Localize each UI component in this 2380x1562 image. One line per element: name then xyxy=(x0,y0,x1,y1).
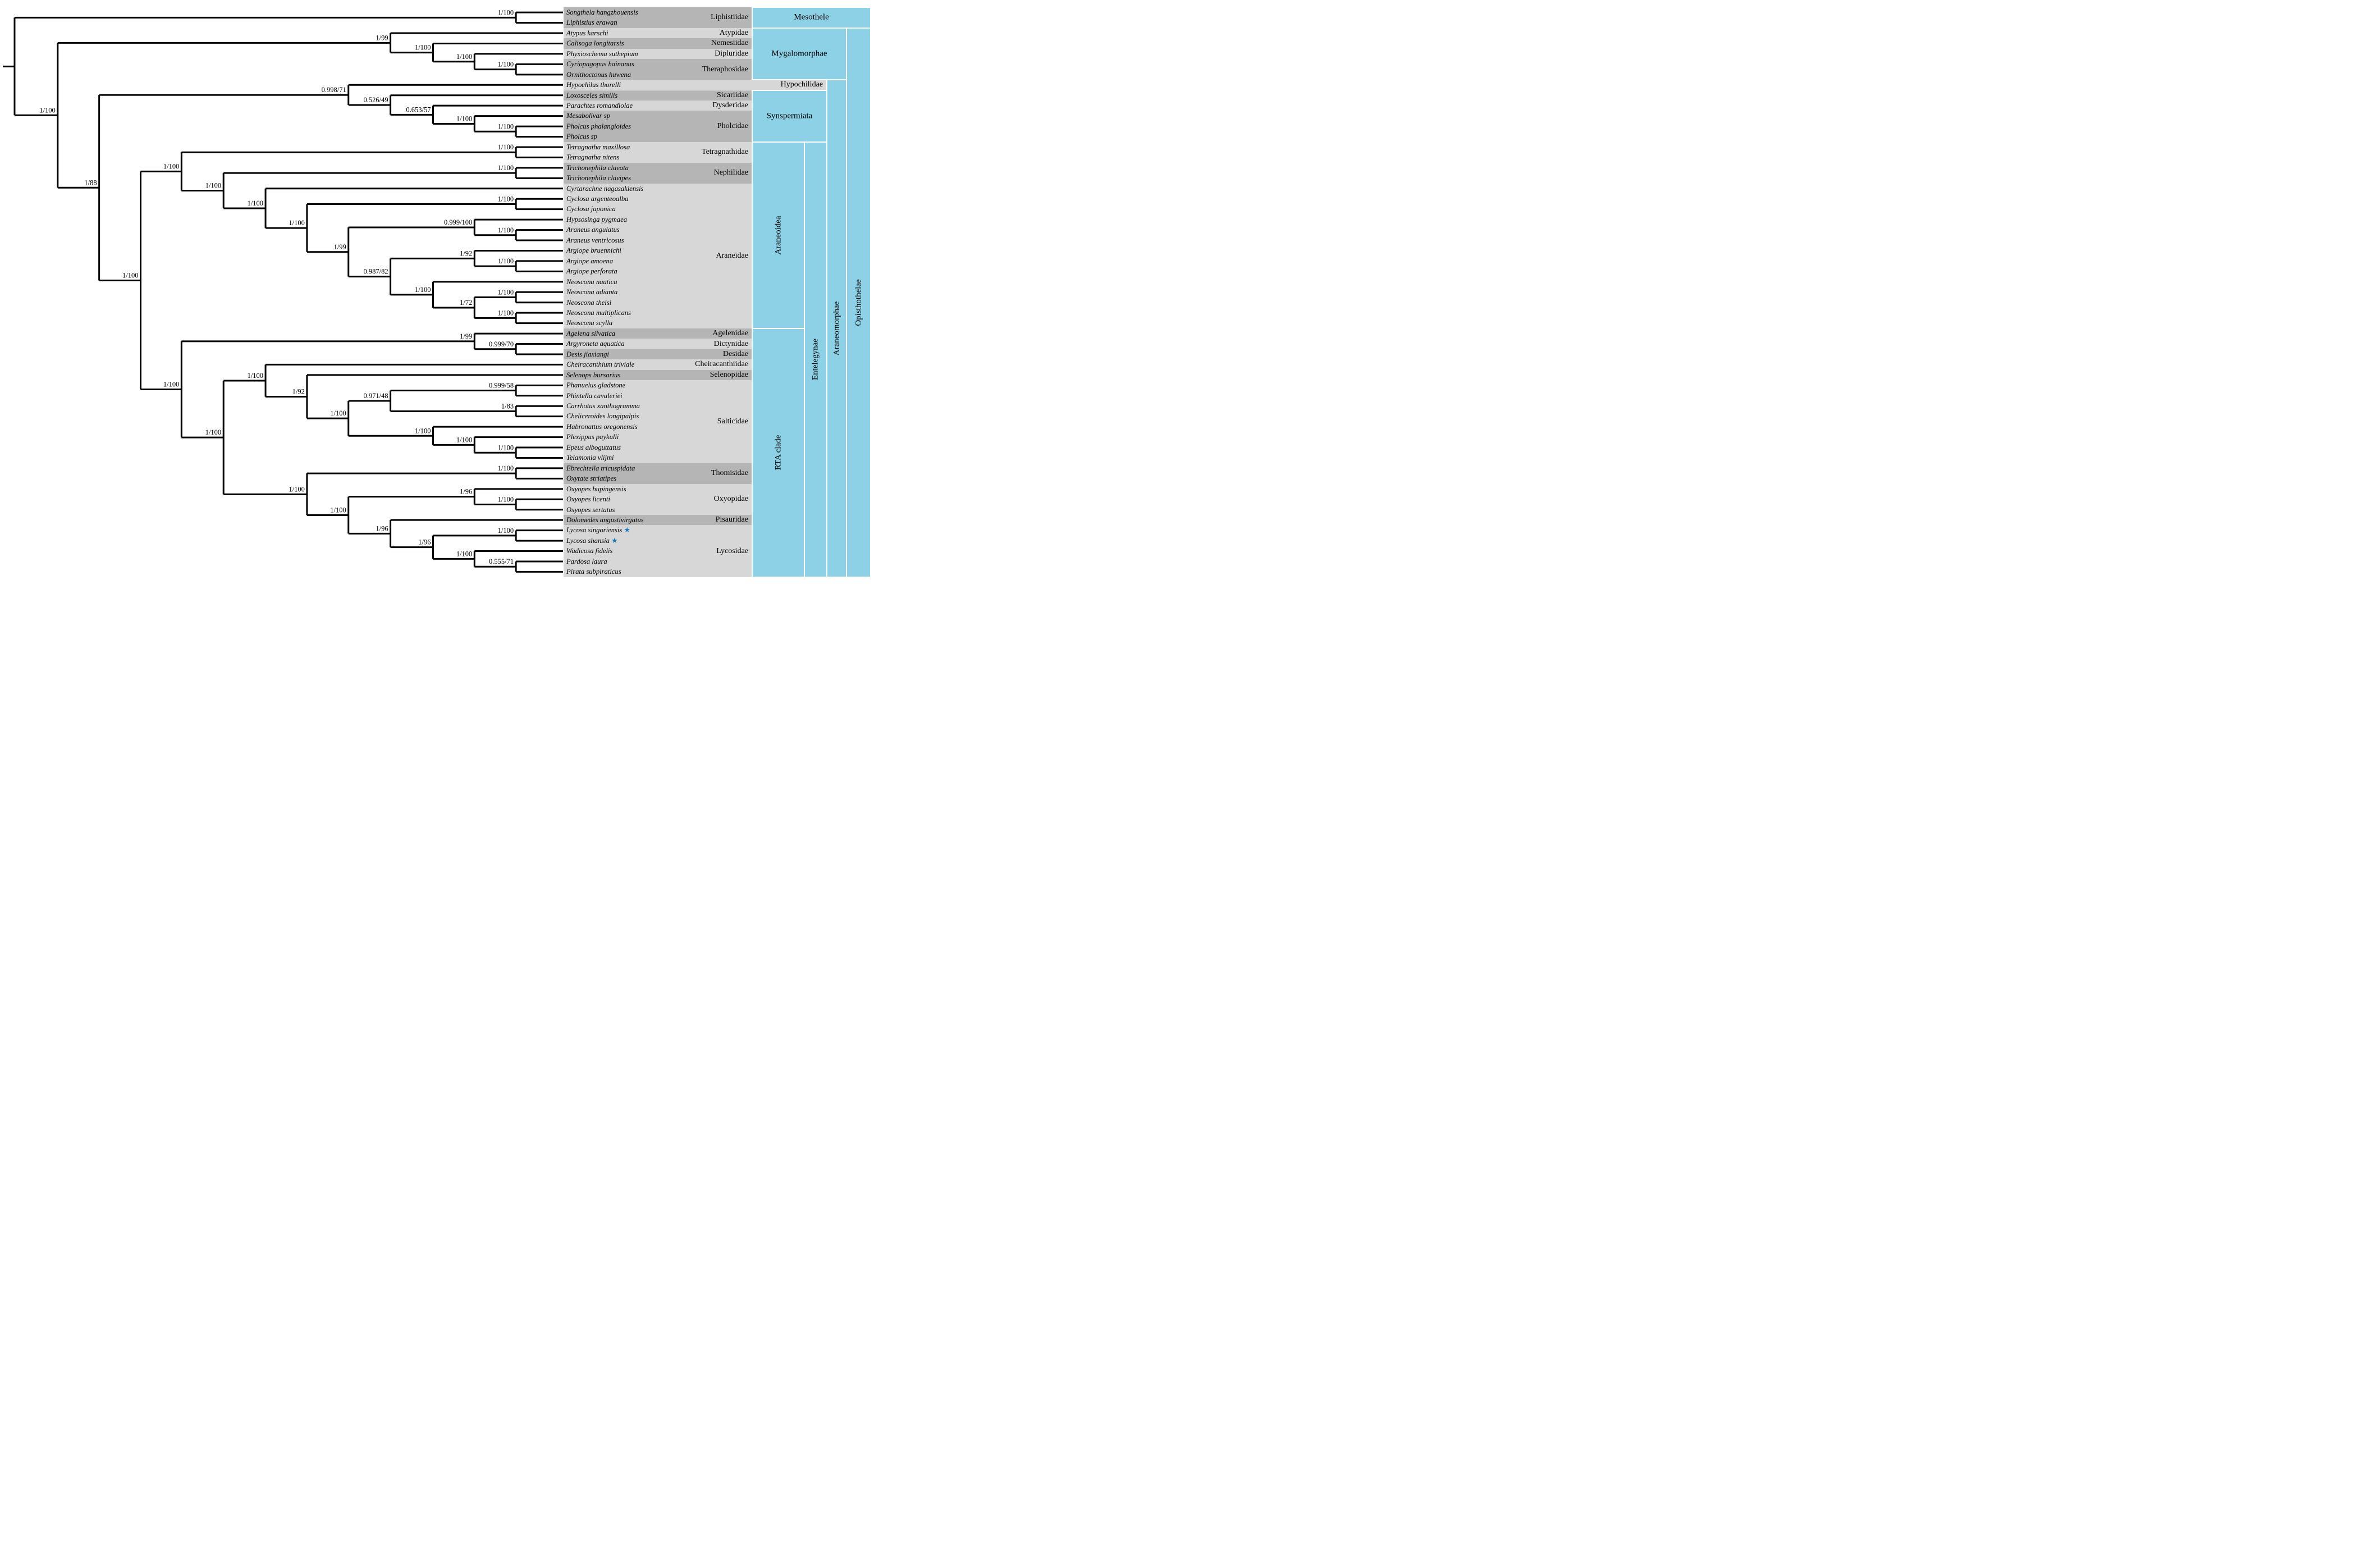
species-label: Araneus ventricosus xyxy=(566,236,624,244)
species-label: Pirata subpiraticus xyxy=(566,568,621,576)
species-label: Carrhotus xanthogramma xyxy=(566,402,640,410)
family-label: Nephilidae xyxy=(713,168,748,177)
support-value-label: 1/100 xyxy=(39,106,56,115)
support-value-label: 1/99 xyxy=(460,332,473,340)
family-label: Liphistiidae xyxy=(711,13,748,22)
support-value-label: 0.653/57 xyxy=(406,106,431,114)
family-label: Salticidae xyxy=(717,417,748,426)
support-value-label: 1/96 xyxy=(460,487,473,496)
support-value-label: 1/100 xyxy=(497,257,514,266)
support-value-label: 1/100 xyxy=(163,380,180,389)
support-value-label: 1/99 xyxy=(376,34,388,42)
species-label: Argyroneta aquatica xyxy=(566,340,625,348)
family-label: Pisauridae xyxy=(715,515,748,524)
species-label: Oxyopes hupingensis xyxy=(566,485,626,493)
species-label: Calisoga longitarsis xyxy=(566,39,624,48)
clade-label: Mesothele xyxy=(794,12,829,22)
support-value-label: 0.971/48 xyxy=(363,392,388,400)
clade-box-mygalomorphae xyxy=(753,29,846,79)
species-label: Cheiracanthium triviale xyxy=(566,360,635,369)
species-label: Pholcus sp xyxy=(566,133,597,141)
support-value-label: 1/100 xyxy=(414,285,431,294)
star-icon: ★ xyxy=(624,526,630,535)
phylogenetic-tree-figure xyxy=(0,0,880,577)
species-label: Cyriopagopus hainanus xyxy=(566,60,634,68)
support-value-label: 1/100 xyxy=(497,8,514,17)
clade-box-araneomorphae xyxy=(827,80,846,577)
support-value-label: 1/100 xyxy=(497,164,514,172)
species-label: Songthela hangzhouensis xyxy=(566,8,638,16)
support-value-label: 1/100 xyxy=(497,495,514,504)
clade-box-mesothele xyxy=(753,8,870,28)
species-label: Telamonia vlijmi xyxy=(566,454,614,462)
family-label: Cheiracanthiidae xyxy=(695,360,748,369)
species-label: Epeus alboguttatus xyxy=(566,443,621,451)
clade-box-synspermiata xyxy=(753,91,826,141)
support-value-label: 0.999/58 xyxy=(489,381,514,390)
support-value-label: 1/72 xyxy=(460,298,473,307)
species-label: Selenops bursarius xyxy=(566,371,621,379)
species-label: Oxyopes sertatus xyxy=(566,505,615,514)
species-label: Desis jiaxiangi xyxy=(566,350,609,358)
family-label: Hypochilidae xyxy=(780,80,823,89)
family-label: Agelenidae xyxy=(712,329,748,338)
species-label: Pardosa laura xyxy=(566,557,607,565)
species-label: Trichonephila clavipes xyxy=(566,174,631,182)
support-value-label: 1/92 xyxy=(292,387,305,396)
cladogram-canvas xyxy=(0,0,564,577)
species-label: Cyrtarachne nagasakiensis xyxy=(566,184,644,193)
species-label: Cyclosa argenteoalba xyxy=(566,195,629,203)
support-value-label: 1/92 xyxy=(460,249,473,258)
clade-box-opisthothelae xyxy=(847,29,870,577)
family-label: Atypidae xyxy=(719,29,748,38)
species-label: Tetragnatha maxillosa xyxy=(566,143,630,151)
support-value-label: 1/100 xyxy=(163,162,180,171)
support-value-label: 1/100 xyxy=(497,60,514,68)
support-value-label: 1/88 xyxy=(84,179,97,187)
support-value-label: 1/100 xyxy=(330,409,346,418)
clade-label: Synspermiata xyxy=(766,111,813,121)
support-value-label: 1/100 xyxy=(497,143,514,152)
family-label: Pholcidae xyxy=(717,122,748,131)
support-value-label: 1/100 xyxy=(497,309,514,317)
family-label: Tetragnathidae xyxy=(702,148,748,157)
family-label: Selenopidae xyxy=(710,370,748,379)
star-icon: ★ xyxy=(611,536,618,545)
species-label: Hypsosinga pygmaea xyxy=(566,215,628,223)
species-label: Dolomedes angustivirgatus xyxy=(566,515,644,524)
support-value-label: 1/96 xyxy=(418,538,431,546)
species-label: Phanuelus gladstone xyxy=(566,381,626,390)
species-label: Parachtes romandiolae xyxy=(566,101,633,109)
support-value-label: 0.998/71 xyxy=(321,86,346,94)
support-value-label: 1/100 xyxy=(456,550,473,558)
clade-box-araneoidea xyxy=(753,143,804,328)
family-label: Nemesiidae xyxy=(711,39,748,48)
support-value-label: 1/83 xyxy=(501,402,514,410)
family-label: Thomisidae xyxy=(711,469,748,478)
support-value-label: 1/96 xyxy=(376,524,388,533)
support-value-label: 1/100 xyxy=(497,195,514,203)
support-value-label: 1/100 xyxy=(456,115,473,123)
family-label: Dipluridae xyxy=(715,49,748,58)
support-value-label: 1/100 xyxy=(289,485,305,494)
family-label: Dysderidae xyxy=(712,101,748,110)
species-label: Argiope perforata xyxy=(566,267,617,276)
support-value-label: 1/100 xyxy=(330,506,346,514)
species-label: Neoscona adianta xyxy=(566,288,618,296)
support-value-label: 1/100 xyxy=(456,436,473,444)
support-value-label: 1/100 xyxy=(497,526,514,535)
support-value-label: 1/100 xyxy=(247,371,264,380)
family-label: Araneidae xyxy=(716,251,748,260)
species-label: Ebrechtella tricuspidata xyxy=(566,464,635,472)
family-label: Oxyopidae xyxy=(713,495,748,504)
clade-box-rta-clade xyxy=(753,329,804,577)
species-label: Neoscona theisi xyxy=(566,298,612,307)
species-label: Neoscona multiplicans xyxy=(566,308,631,317)
species-label: Argiope amoena xyxy=(566,257,614,265)
support-value-label: 1/100 xyxy=(497,464,514,473)
species-label: Loxosceles similis xyxy=(566,91,618,99)
support-value-label: 1/100 xyxy=(456,52,473,61)
species-label: Neoscona nautica xyxy=(566,277,617,286)
support-value-label: 1/100 xyxy=(497,444,514,452)
species-label: Tetragnatha nitens xyxy=(566,153,620,162)
species-label: Pholcus phalangioides xyxy=(566,122,631,130)
family-label: Desidae xyxy=(722,349,748,358)
species-label: Wadicosa fidelis xyxy=(566,547,613,555)
species-label: Lycosa shansia ★ xyxy=(566,536,618,545)
clade-label: Opisthothelae xyxy=(854,279,863,326)
species-label: Oxytate striatipes xyxy=(566,474,617,483)
support-value-label: 1/100 xyxy=(122,271,139,280)
support-value-label: 1/100 xyxy=(205,428,222,437)
species-label: Phintella cavaleriei xyxy=(566,391,623,400)
support-value-label: 1/100 xyxy=(497,122,514,131)
species-label: Liphistius erawan xyxy=(566,19,617,27)
species-label: Mesabolivar sp xyxy=(566,112,611,120)
species-label: Ornithoctonus huwena xyxy=(566,70,631,79)
species-label: Cheliceroides longipalpis xyxy=(566,412,639,421)
clade-label: RTA clade xyxy=(774,435,782,471)
support-value-label: 0.526/49 xyxy=(363,96,388,104)
species-label: Neoscona scylla xyxy=(566,319,613,327)
species-label: Argiope bruennichi xyxy=(566,246,621,255)
support-value-label: 1/100 xyxy=(497,226,514,234)
support-value-label: 1/100 xyxy=(414,43,431,52)
species-label: Hypochilus thorelli xyxy=(566,81,621,89)
support-value-label: 0.987/82 xyxy=(363,267,388,276)
species-label: Lycosa singoriensis ★ xyxy=(566,526,630,535)
species-label: Agelena silvatica xyxy=(566,329,616,337)
species-label: Oxyopes licenti xyxy=(566,495,610,504)
species-label: Cyclosa japonica xyxy=(566,205,616,213)
clade-label: Araneoidea xyxy=(774,216,782,255)
support-value-label: 1/99 xyxy=(333,243,346,251)
clade-box-entelegynae xyxy=(805,143,826,577)
clade-label: Araneomorphae xyxy=(832,301,841,356)
support-value-label: 1/100 xyxy=(414,427,431,435)
family-label: Lycosidae xyxy=(716,546,748,555)
species-label: Atypus karschi xyxy=(566,29,608,37)
family-label: Sicariidae xyxy=(717,90,748,99)
support-value-label: 1/100 xyxy=(247,199,264,207)
family-label: Theraphosidae xyxy=(702,65,748,74)
support-value-label: 1/100 xyxy=(497,288,514,296)
clade-label: Entelegynae xyxy=(811,339,820,381)
species-label: Trichonephila clavata xyxy=(566,163,629,172)
clade-label: Mygalomorphae xyxy=(771,49,827,58)
species-label: Plexippus paykulli xyxy=(566,433,619,441)
species-label: Habronattus oregonensis xyxy=(566,422,638,431)
support-value-label: 1/100 xyxy=(289,219,305,227)
support-value-label: 0.999/70 xyxy=(489,340,514,348)
support-value-label: 0.555/71 xyxy=(489,558,514,566)
species-label: Araneus angulatus xyxy=(566,226,620,234)
support-value-label: 0.999/100 xyxy=(443,218,473,226)
support-value-label: 1/100 xyxy=(205,181,222,190)
species-label: Phyxioschema suthepium xyxy=(566,49,638,58)
family-label: Dictynidae xyxy=(713,339,748,348)
